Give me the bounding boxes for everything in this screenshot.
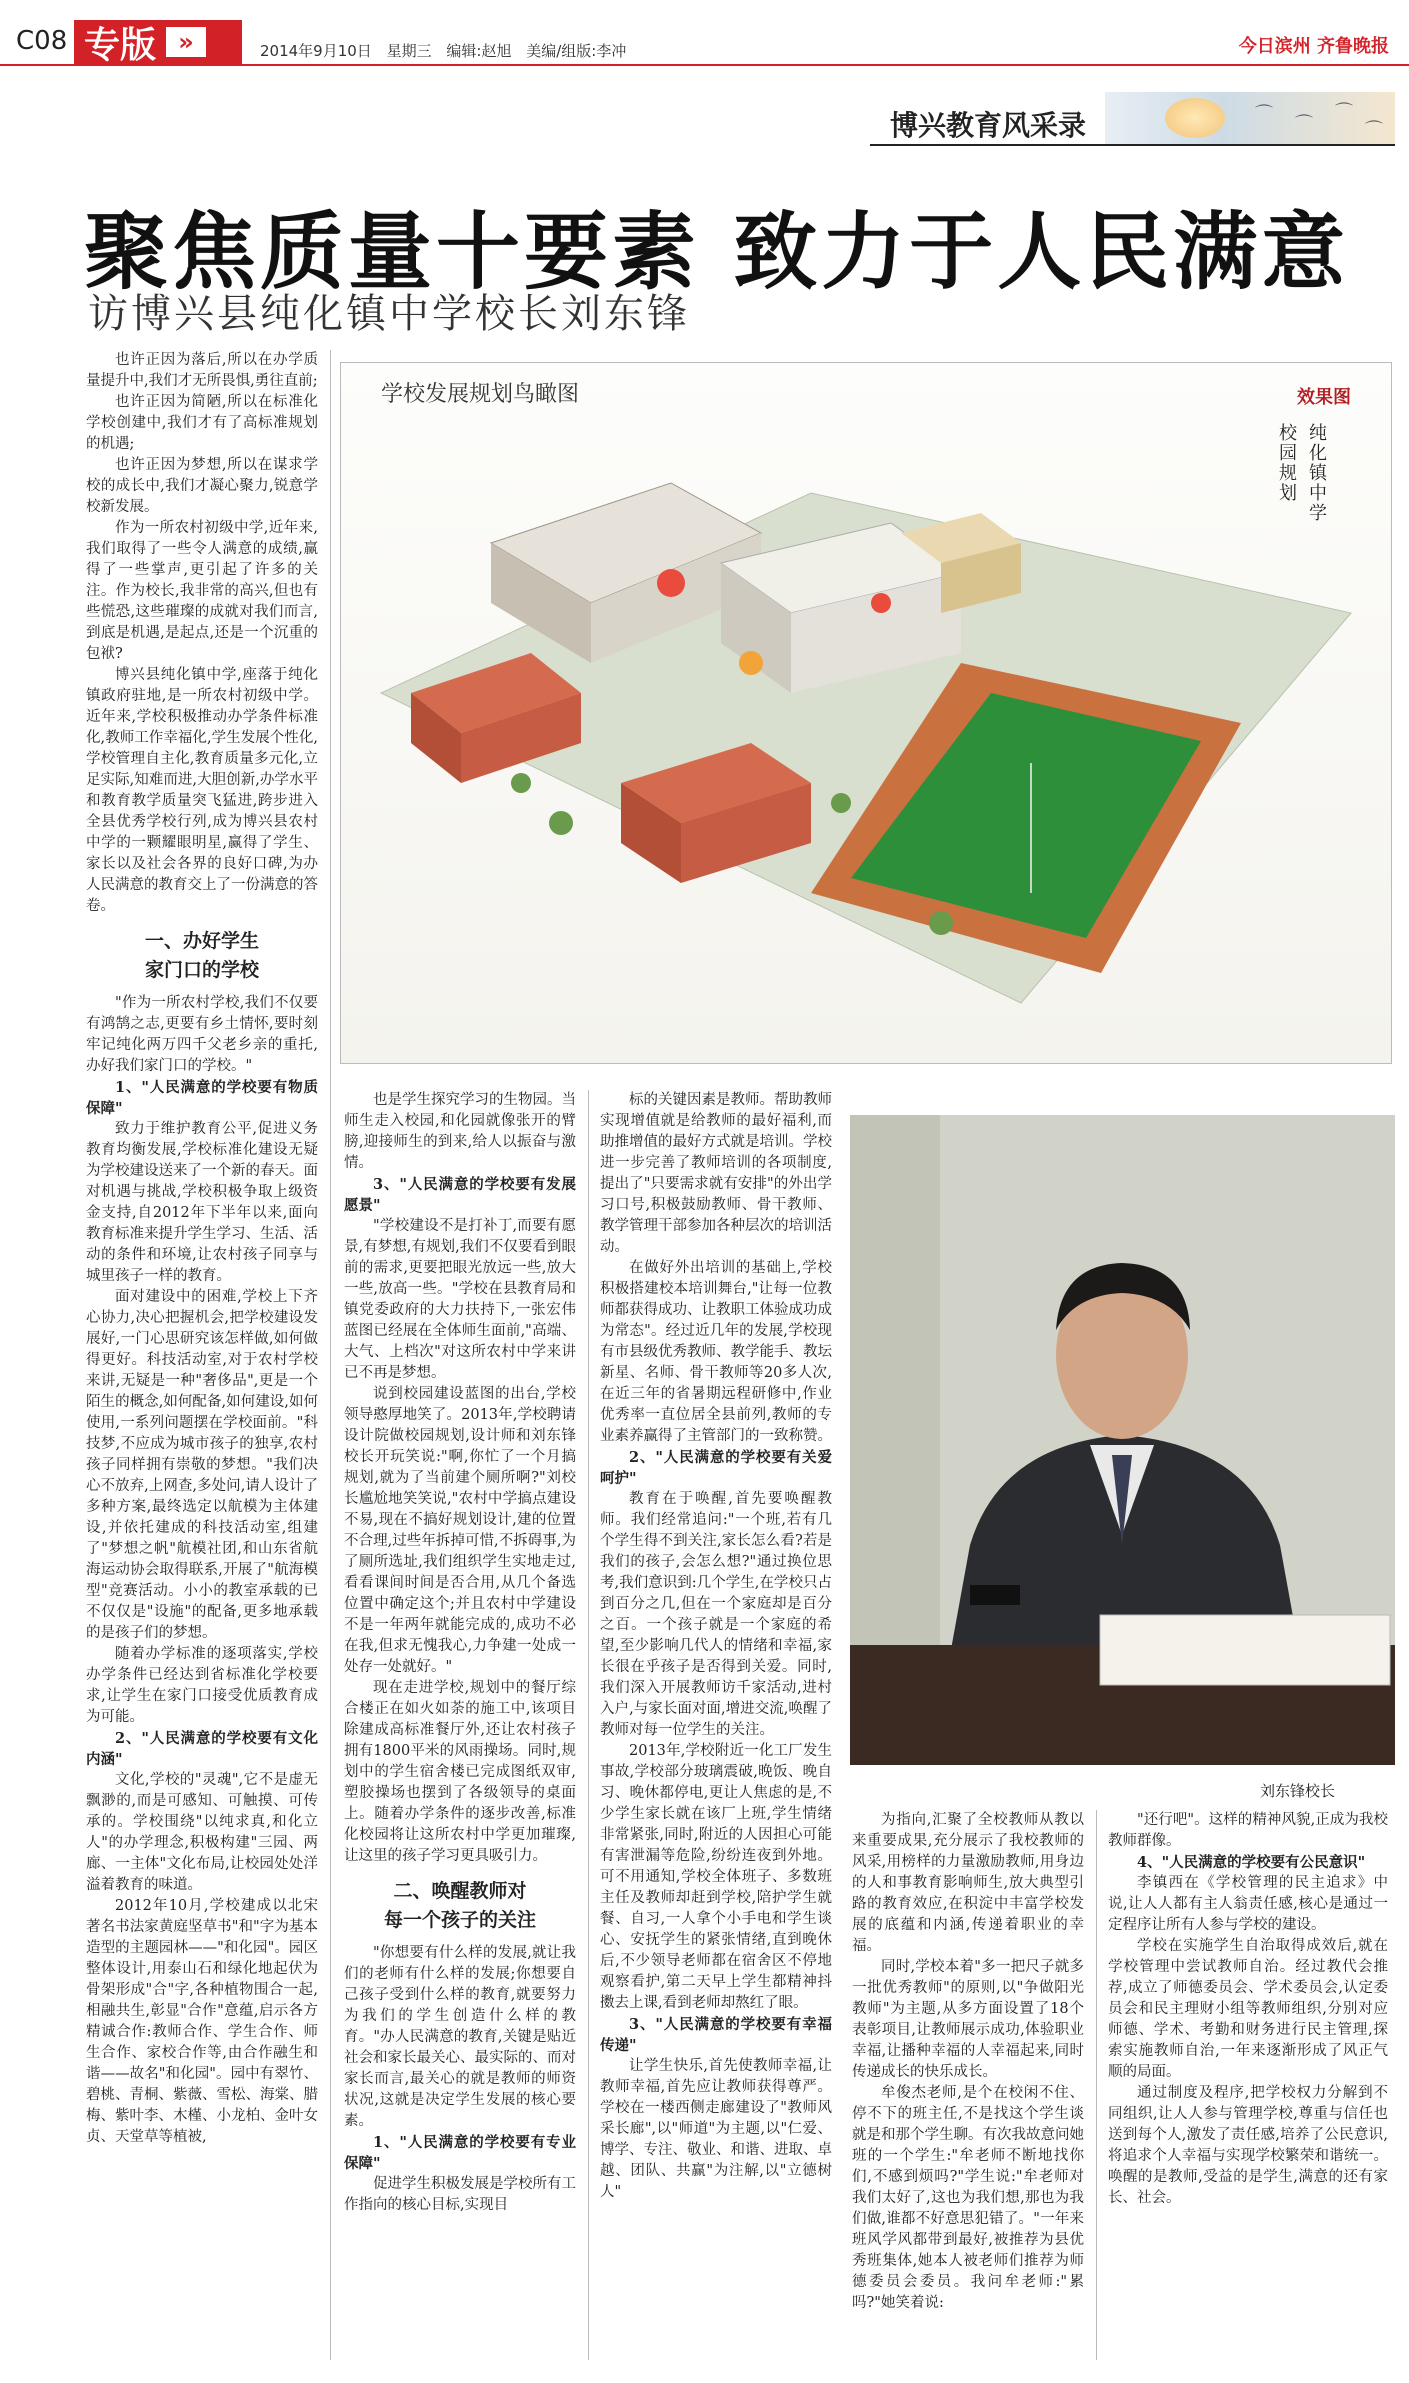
paragraph: 博兴县纯化镇中学,座落于纯化镇政府驻地,是一所农村初级中学。近年来,学校积极推动办学条件标准化,教师工作幸福化,学生发展个性化,学校管理自主化,教育质量多元化,立足实际,知难而进,大胆创新,办学水平和教育教学质量突飞猛进,跨步进入全县优秀学校行列,成为博兴县农村中学的一颗耀眼明星,赢得了学生、家长以及社会各界的良好口碑,为办人民满意的教育交上了一份满意的答卷。 [86, 667, 318, 914]
column-divider [588, 1090, 589, 2360]
paragraph: 作为一所农村初级中学,近年来,我们取得了一些令人满意的成绩,赢得了一些掌声,更引起了许多的关注。作为校长,我非常的高兴,但也有些慌恐,这些璀璨的成就对我们而言,到底是机遇,是起点,还是一个沉重的包袱? [86, 520, 318, 662]
dove-icon: ⌒ [1365, 120, 1383, 141]
paragraph: 也许正因为简陋,所以在标准化学校创建中,我们才有了高标准规划的机遇; [86, 394, 318, 452]
paragraph: "还行吧"。这样的精神风貌,正成为我校教师群像。 [1108, 1812, 1388, 1849]
dove-icon: ⌒ [1295, 114, 1313, 135]
principal-portrait-photo [850, 1115, 1395, 1765]
portrait-illustration [850, 1115, 1395, 1765]
dove-icon: ⌒ [1335, 102, 1353, 123]
double-arrow-icon: » [166, 27, 206, 57]
newspaper-name: 今日滨州 齐鲁晚报 [1238, 36, 1389, 57]
page-header [0, 0, 1409, 66]
body-column-2 [344, 1090, 576, 2216]
plan-title: 学校发展规划鸟瞰图 [381, 382, 580, 407]
section-label [74, 20, 242, 64]
paragraph: 现在走进学校,规划中的餐厅综合楼正在如火如荼的施工中,该项目除建成高标准餐厅外,还让农村孩子拥有1800平米的风雨操场。同时,规划中的学生宿舍楼已完成图纸双审,塑胶操场也摆到了各级领导的桌面上。随着办学条件的逐步改善,标准化校园将让这所农村中学更加璀璨,让这里的孩子学习更具吸引力。 [344, 1680, 576, 1864]
body-column-3 [600, 1090, 832, 2203]
campus-plan-figure [340, 362, 1392, 1064]
section-heading-2: 二、唤醒教师对 每一个孩子的关注 [383, 1880, 536, 1931]
paragraph: 通过制度及程序,把学校权力分解到不同组织,让人人参与管理学校,尊重与信任也送到每个人,激发了责任感,培养了公民意识,将追求个人幸福与实现学校繁荣和谐统一。唤醒的是教师,受益的是学生,满意的还有家长、社会。 [1108, 2085, 1388, 2206]
paragraph: 学校在实施学生自治取得成效后,就在学校管理中尝试教师自治。经过教代会推荐,成立了师德委员会、学术委员会,认定委员会和民主理财小组等教师组织,分别对应师德、学术、考勤和财务进行民主管理,探索实施教师自治,一年来逐渐形成了风正气顺的局面。 [1108, 1938, 1388, 2080]
page-number: C08 [16, 26, 68, 56]
issue-date: 2014年9月10日 [260, 42, 372, 60]
subheading: 2、"人民满意的学校要有文化内涵" [86, 1730, 318, 1768]
subheading: 1、"人民满意的学校要有专业保障" [344, 2134, 576, 2172]
paragraph: 教育在于唤醒,首先要唤醒教师。我们经常追问:"一个班,若有几个学生得不到关注,家长怎么看?若是我们的孩子,会怎么想?"通过换位思考,我们意识到:几个学生,在学校只占到百分之几,但在一个家庭却是百分之百。一个孩子就是一个家庭的希望,至少影响几代人的情绪和幸福,家长很在乎孩子是否得到关爱。同时,我们深入开展教师访千家活动,进村入户,与家长面对面,增进交流,唤醒了教师对每一位学生的关注。 [600, 1491, 832, 1738]
issue-meta [260, 40, 626, 61]
paragraph: "你想要有什么样的发展,就让我们的老师有什么样的发展;你想要自己孩子受到什么样的教育,就要努力为我们的学生创造什么样的教育。"办人民满意的教育,关键是贴近社会和家长最关心、最实际的、而对家长而言,最关心的就是教师的师资状况,这就是决定学生发展的核心要素。 [344, 1945, 576, 2129]
paragraph: "作为一所农村学校,我们不仅要有鸿鹄之志,更要有乡土情怀,要时刻牢记纯化两万四千父老乡亲的重托,办好我们家门口的学校。" [86, 995, 318, 1074]
editor-credit: 编辑:赵旭 [446, 42, 512, 60]
body-column-1 [86, 350, 318, 2148]
subheading: 3、"人民满意的学校要有幸福传递" [600, 2016, 832, 2054]
paragraph: 李镇西在《学校管理的民主追求》中说,让人人都有主人翁责任感,核心是通过一定程序让所有人参与学校的建设。 [1108, 1875, 1388, 1933]
paragraph: 牟俊杰老师,是个在校闲不住、停不下的班主任,不是找这个学生谈就是和那个学生聊。有次我故意问她班的一个学生:"牟老师不断地找你们,不感到烦吗?"学生说:"牟老师对我们太好了,这也为我们想,那也为我们做,谁都不好意思犯错了。"一年来班风学风都带到最好,被推荐为县优秀班集体,她本人被老师们推荐为师德委员会委员。我问牟老师:"累吗?"她笑着说: [852, 2085, 1084, 2311]
body-column-4 [852, 1810, 1084, 2314]
article-headline: 聚焦质量十要素 致力于人民满意 [84, 203, 1350, 301]
column-divider [1096, 1810, 1097, 2360]
paragraph: "学校建设不是打补丁,而要有愿景,有梦想,有规划,我们不仅要看到眼前的需求,更要把眼光放远一些,放大一些,放高一些。"学校在县教育局和镇党委政府的大力扶持下,一张宏伟蓝图已经展在全体师生面前,"高端、大气、上档次"对这所农村中学来讲已不再是梦想。 [344, 1218, 576, 1381]
issue-weekday: 星期三 [386, 42, 432, 60]
sun-icon [1165, 98, 1225, 138]
paragraph: 同时,学校本着"多一把尺子就多一批优秀教师"的原则,以"争做阳光教师"为主题,从多方面设置了18个表彰项目,让教师展示成功,体验职业幸福,让播种幸福的人幸福起来,同时传递成长的快乐成长。 [852, 1959, 1084, 2080]
paragraph: 2012年10月,学校建成以北宋著名书法家黄庭坚草书"和"字为基本造型的主题园林——"和化园"。园区整体设计,用泰山石和绿化地起伏为骨架形成"合"字,各种植物围合一起,相融共生,彰显"合作"意蕴,启示各方精诚合作:教师合作、学生合作、师生合作、家校合作等,由合作融生和谐——故名"和化园"。园中有翠竹、碧桃、青桐、紫薇、雪松、海棠、腊梅、紫叶李、木槿、小龙柏、金叶女贞、天堂草等植被, [86, 1898, 318, 2145]
dove-icon: ⌒ [1255, 104, 1273, 125]
subheading: 1、"人民满意的学校要有物质保障" [86, 1079, 318, 1117]
paragraph: 2013年,学校附近一化工厂发生事故,学校部分玻璃震破,晚饭、晚自习、晚休都停电,更让人焦虑的是,不少学生家长就在该厂上班,学生情绪非常紧张,同时,附近的人因担心可能有害泄漏等危险,纷纷连夜到外地。可不用通知,学校全体班子、多数班主任及教师却赶到学校,陪护学生就餐、自习,一人拿个小手电和学生谈心、安抚学生的紧张情绪,直到晚休后,不少领导老师都在宿舍区不停地观察看护,第二天早上学生都精神抖擞去上课,看到老师却熬红了眼。 [600, 1743, 832, 2011]
designer-credit: 美编/组版:李冲 [526, 42, 627, 60]
section-heading-1: 一、办好学生 家门口的学校 [144, 930, 259, 981]
section-title: 专版 [84, 24, 157, 66]
subheading: 4、"人民满意的学校要有公民意识" [1137, 1854, 1366, 1871]
photo-caption: 刘东锋校长 [1260, 1782, 1336, 1800]
subheading: 3、"人民满意的学校要有发展愿景" [344, 1176, 576, 1214]
paragraph: 为指向,汇聚了全校教师从教以来重要成果,充分展示了我校教师的风采,用榜样的力量激励教师,用身边的人和事教育影响师生,放大典型引路的教育效应,在积淀中丰富学校发展的底蕴和内涵,传递着职业的幸福。 [852, 1812, 1084, 1954]
paragraph: 也许正因为落后,所以在办学质量提升中,我们才无所畏惧,勇往直前; [86, 352, 318, 389]
paragraph: 也是学生探究学习的生物园。当师生走入校园,和化园就像张开的臂膀,迎接师生的到来,给人以振奋与激情。 [344, 1092, 576, 1171]
column-divider [330, 350, 331, 2360]
article-subheadline: 访博兴县纯化镇中学校长刘东锋 [88, 291, 690, 337]
paragraph: 在做好外出培训的基础上,学校积极搭建校本培训舞台,"让每一位教师都获得成功、让教职工体验成功成为常态"。经过近几年的发展,学校现有市县级优秀教师、教学能手、教坛新星、名师、骨干教师等20多人次,在近三年的省暑期远程研修中,作业优秀率一直位居全县前列,教师的专业素养赢得了主管部门的一致称赞。 [600, 1260, 832, 1444]
paragraph: 文化,学校的"灵魂",它不是虚无飘渺的,而是可感知、可触摸、可传承的。学校围绕"以纯求真,和化立人"的办学理念,积极构建"三园、两廊、一主体"文化布局,让校园处处洋溢着教育的味道。 [86, 1772, 318, 1893]
paragraph: 标的关键因素是教师。帮助教师实现增值就是给教师的最好福利,而助推增值的最好方式就是培训。学校进一步完善了教师培训的各项制度,提出了"只要需求就有安排"的外出学习口号,积极鼓励教师、骨干教师、教学管理干部参加各种层次的培训活动。 [600, 1092, 832, 1255]
calligraphy-inscription: 纯化镇中学 校园规划 [1276, 423, 1327, 523]
column-name: 博兴教育风采录 [890, 109, 1087, 142]
column-banner [870, 92, 1395, 146]
doves-banner-image [1105, 92, 1395, 144]
paragraph: 促进学生积极发展是学校所有工作指向的核心目标,实现目 [344, 2176, 576, 2213]
paragraph: 让学生快乐,首先使教师幸福,让教师幸福,首先应让教师获得尊严。学校在一楼西侧走廊建设了"教师风采长廊",以"师道"为主题,以"仁爱、博学、专注、敬业、和谐、进取、卓越、团队、共赢"为注解,以"立德树人" [600, 2058, 832, 2200]
paragraph: 致力于维护教育公平,促进义务教育均衡发展,学校标准化建设无疑为学校建设送来了一个新的春天。面对机遇与挑战,学校积极争取上级资金支持,自2012年下半年以来,面向教育标准来提升学生学习、生活、活动的条件和环境,让农村孩子同享与城里孩子一样的教育。 [86, 1121, 318, 1284]
paragraph: 说到校园建设蓝图的出台,学校领导憨厚地笑了。2013年,学校聘请设计院做校园规划,设计师和刘东锋校长开玩笑说:"啊,你忙了一个月搞规划,就为了当前建个厕所啊?"刘校长尴尬地笑笑说,"农村中学搞点建设不易,现在不搞好规划设计,建的位置不合理,过些年拆掉可惜,不拆碍事,为了厕所选址,我们组织学生实地走过,看看课间时间是否合用,从几个备选位置中确定这个;并且农村中学建设不是一年两年就能完成的,成功不必在我,但求无愧我心,力争建一处成一处存一处就好。" [344, 1386, 576, 1675]
paragraph: 面对建设中的困难,学校上下齐心协力,决心把握机会,把学校建设发展好,一门心思研究该怎样做,如何做得更好。科技活动室,对于农村学校来讲,无疑是一种"奢侈品",更是一个陌生的概念,如何配备,如何建设,如何使用,一系列问题摆在学校面前。"科技梦,不应成为城市孩子的独享,农村孩子同样拥有崇敬的梦想。"我们决心不放弃,上网查,多处问,请人设计了多种方案,最终选定以航模为主体建设,并依托建成的科技活动室,组建了"梦想之帆"航模社团,和山东省航海运动协会取得联系,开展了"航海模型"竞赛活动。小小的教室承载的已不仅仅是"设施"的配备,更多地承载的是孩子们的梦想。 [86, 1289, 318, 1641]
subheading: 2、"人民满意的学校要有关爱呵护" [600, 1449, 832, 1487]
paragraph: 随着办学标准的逐项落实,学校办学条件已经达到省标准化学校要求,让学生在家门口接受优质教育成为可能。 [86, 1646, 318, 1725]
plan-tag: 效果图 [1297, 387, 1351, 408]
body-column-5 [1108, 1810, 1388, 2209]
campus-aerial-illustration [341, 363, 1391, 1063]
paragraph: 也许正因为梦想,所以在谋求学校的成长中,我们才凝心聚力,锐意学校新发展。 [86, 457, 318, 515]
